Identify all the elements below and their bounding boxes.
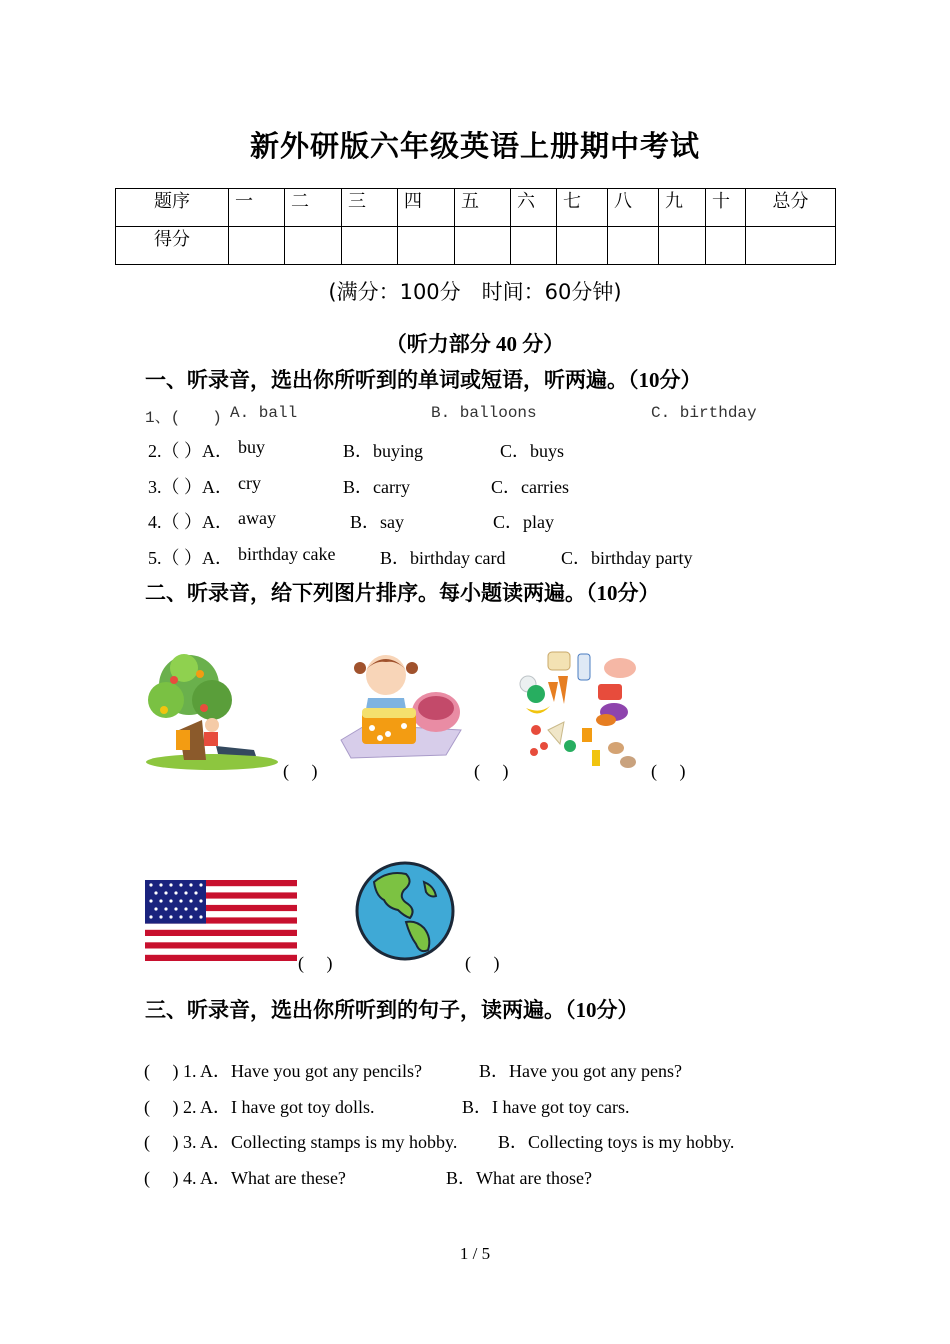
q2-option-a: buy bbox=[238, 437, 265, 457]
score-header-cell: 九 bbox=[659, 189, 706, 227]
page-number: 1 / 5 bbox=[459, 1244, 491, 1263]
q2-option-b: B．buying bbox=[343, 441, 424, 461]
score-cell[interactable] bbox=[608, 227, 659, 265]
score-header-cell: 三 bbox=[342, 189, 398, 227]
score-table-header-row bbox=[116, 189, 836, 227]
q5-option-a: birthday cake bbox=[238, 544, 336, 564]
q3-option-b: B．carry bbox=[343, 477, 410, 497]
q1-option-b: B. balloons bbox=[431, 404, 537, 422]
section3-heading: 三、听录音，选出你所听到的句子，读两遍。（10分） bbox=[145, 998, 639, 1022]
q5-number: 5.（ ）A． bbox=[148, 548, 233, 568]
s3-q1-option-b: B．Have you got any pens? bbox=[479, 1061, 682, 1081]
score-header-cell: 题序 bbox=[116, 189, 229, 227]
score-cell[interactable] bbox=[557, 227, 608, 265]
section1-heading: 一、听录音，选出你所听到的单词或短语，听两遍。（10分） bbox=[145, 368, 702, 392]
score-cell[interactable] bbox=[511, 227, 557, 265]
score-table-score-row bbox=[116, 227, 836, 265]
score-table bbox=[115, 188, 836, 265]
q2-number: 2.（ ）A． bbox=[148, 441, 233, 461]
q4-option-c: C．play bbox=[493, 512, 554, 532]
s3-q4-option-b: B．What are those? bbox=[446, 1168, 592, 1188]
answer-blank[interactable]: ( ) bbox=[651, 761, 686, 781]
score-cell[interactable] bbox=[398, 227, 455, 265]
score-cell[interactable] bbox=[455, 227, 511, 265]
score-header-cell: 五 bbox=[455, 189, 511, 227]
s3-q3-option-b: B．Collecting toys is my hobby. bbox=[498, 1132, 735, 1152]
q4-number: 4.（ ）A． bbox=[148, 512, 233, 532]
score-header-cell: 一 bbox=[229, 189, 285, 227]
globe-picture bbox=[354, 860, 456, 962]
score-cell[interactable] bbox=[229, 227, 285, 265]
score-cell[interactable] bbox=[285, 227, 342, 265]
s3-q3-option-a: ( ) 3. A．Collecting stamps is my hobby. bbox=[144, 1132, 458, 1152]
food-picture bbox=[518, 648, 644, 774]
score-header-cell: 七 bbox=[557, 189, 608, 227]
listening-header: （听力部分 40 分） bbox=[385, 332, 565, 356]
tree-picture bbox=[144, 650, 280, 772]
score-header-cell: 总分 bbox=[746, 189, 836, 227]
score-cell[interactable] bbox=[746, 227, 836, 265]
s3-q2-option-a: ( ) 2. A．I have got toy dolls. bbox=[144, 1097, 375, 1117]
score-header-cell: 四 bbox=[398, 189, 455, 227]
answer-blank[interactable]: ( ) bbox=[465, 953, 500, 973]
s3-q2-option-b: B．I have got toy cars. bbox=[462, 1097, 630, 1117]
score-header-cell: 二 bbox=[285, 189, 342, 227]
page-title: 新外研版六年级英语上册期中考试 bbox=[249, 129, 700, 163]
score-cell[interactable] bbox=[706, 227, 746, 265]
score-header-cell: 六 bbox=[511, 189, 557, 227]
q3-number: 3.（ ）A． bbox=[148, 477, 233, 497]
exam-info: (满分：100分 时间：60分钟) bbox=[328, 280, 622, 304]
score-cell[interactable] bbox=[659, 227, 706, 265]
s3-q4-option-a: ( ) 4. A．What are these? bbox=[144, 1168, 346, 1188]
answer-blank[interactable]: ( ) bbox=[298, 953, 333, 973]
q2-option-c: C．buys bbox=[500, 441, 565, 461]
q1-option-c: C. birthday bbox=[651, 404, 757, 422]
q1-option-a: A. ball bbox=[230, 404, 298, 422]
score-header-cell: 八 bbox=[608, 189, 659, 227]
q3-option-c: C．carries bbox=[491, 477, 569, 497]
q5-option-c: C．birthday party bbox=[561, 548, 693, 568]
q3-option-a: cry bbox=[238, 473, 261, 493]
s3-q1-option-a: ( ) 1. A．Have you got any pencils? bbox=[144, 1061, 422, 1081]
score-header-cell: 十 bbox=[706, 189, 746, 227]
q5-option-b: B．birthday card bbox=[380, 548, 506, 568]
answer-blank[interactable]: ( ) bbox=[283, 761, 318, 781]
cake-girl-picture bbox=[336, 650, 466, 774]
q1-number: 1、( ) bbox=[145, 409, 222, 427]
section2-heading: 二、听录音，给下列图片排序。每小题读两遍。（10分） bbox=[145, 581, 660, 605]
flag-picture bbox=[145, 880, 297, 961]
q4-option-b: B．say bbox=[350, 512, 404, 532]
score-row-label: 得分 bbox=[116, 227, 229, 265]
q4-option-a: away bbox=[238, 508, 276, 528]
score-cell[interactable] bbox=[342, 227, 398, 265]
answer-blank[interactable]: ( ) bbox=[474, 761, 509, 781]
